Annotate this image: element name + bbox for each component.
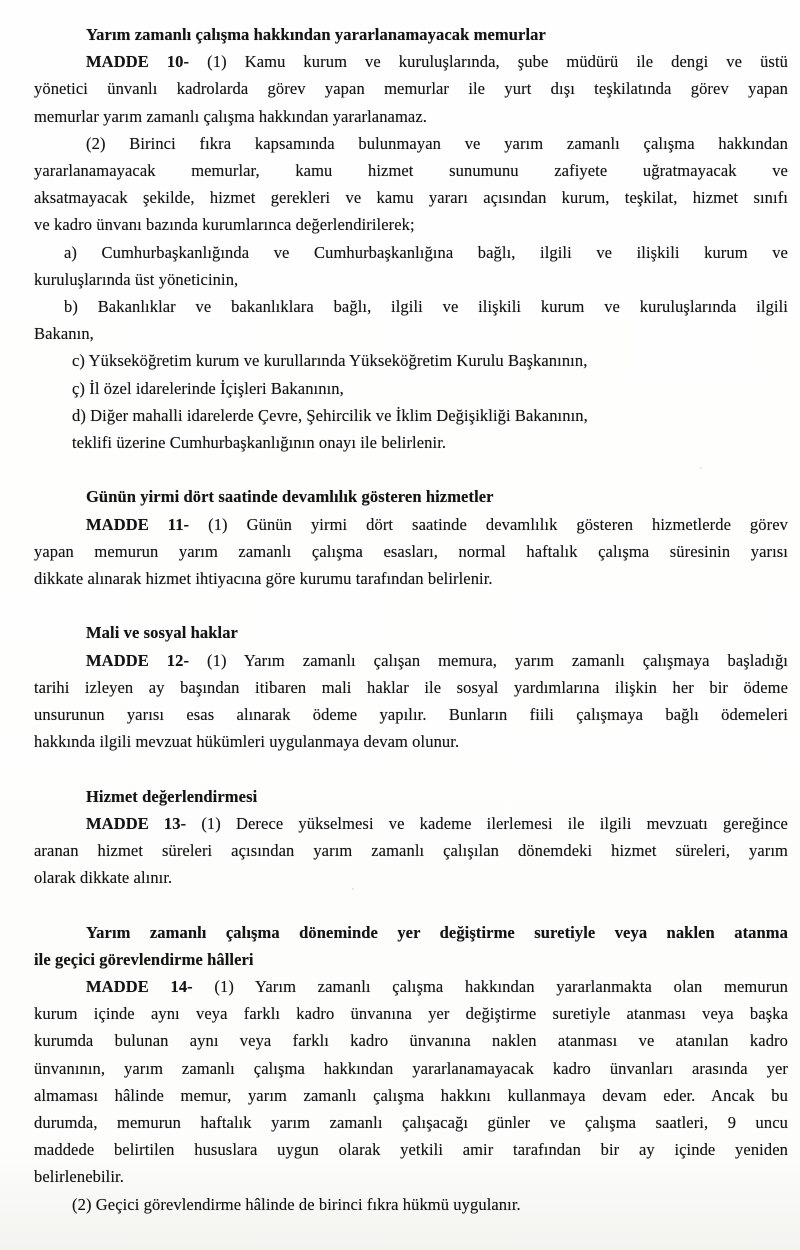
text-line [34,1055,788,1082]
line-text: yararlanamayacak memurlar, kamu hizmet sunumunu zafiyete uğratmayacak ve [34,161,788,181]
article-label: MADDE 12- [86,650,190,670]
line-text: Bakanın, [34,324,94,344]
list-item-b [34,293,788,347]
heading-line [34,946,788,973]
text-line [34,320,788,347]
text-line [34,728,788,755]
line-text: dikkate alınarak hizmet ihtiyacına göre kurumu tarafından belirlenir. [34,569,493,589]
text-line [34,1082,788,1109]
heading-line [34,483,788,510]
section-heading-yer-degistirme-ve-gecici-gorevlendirme [34,919,788,973]
paragraph-teklifi-uzerine [34,429,788,456]
text-line [34,130,788,157]
text-line [34,864,788,891]
list-item-d [34,402,788,429]
line-text: hakkında ilgili mevzuat hükümleri uygulanmaya devam olunur. [34,732,460,752]
line-text: kurum içinde aynı veya farklı kadro ünvanına yer değiştirme suretiyle atanması veya başka [34,1004,788,1024]
text-line [34,538,788,565]
line-text: maddede belirtilen hususlara uygun olarak yetkili amir tarafından bir ay içinde yeniden [34,1140,788,1160]
line-text: durumda, memurun haftalık yarım zamanlı çalışacağı günler ve çalışma saatleri, 9 uncu [34,1113,788,1133]
line-text: yönetici ünvanlı kadrolarda görev yapan memurlar ile yurt dışı teşkilatında görev yapan [34,79,788,99]
text-line [34,266,788,293]
line-text: aranan hizmet süreleri açısından yarım zamanlı çalışılan dönemdeki hizmet süreleri, yarım [34,841,788,861]
text-line [34,647,788,674]
heading-line [34,783,788,810]
text-line [34,239,788,266]
line-text: yapan memurun yarım zamanlı çalışma esasları, normal haftalık çalışma süresinin yarısı [34,541,788,561]
list-item-c-cedilla [34,375,788,402]
heading-text: Mali ve sosyal haklar [86,623,238,643]
line-text: kurumda bulunan aynı veya farklı kadro ünvanına naklen atanması ve atanılan kadro [34,1031,788,1051]
article-label: MADDE 14- [86,977,193,997]
line-text: a) Cumhurbaşkanlığında ve Cumhurbaşkanlığına bağlı, ilgili ve ilişkili kurum ve [64,242,788,262]
text-line [34,402,788,429]
line-text: aksatmayacak şekilde, hizmet gerekleri ve kamu yararı açısından kurum, teşkilat, hizmet sınıfı [34,188,788,208]
line-text: (2) Birinci fıkra kapsamında bulunmayan ve yarım zamanlı çalışma hakkından [86,133,788,153]
text-line [34,810,788,837]
text-line [34,511,788,538]
list-item-a [34,239,788,293]
text-line [34,674,788,701]
article-label: MADDE 10- [86,52,190,72]
text-line [34,1163,788,1190]
line-text: (1) Yarım zamanlı çalışan memura, yarım zamanlı çalışmaya başladığı [189,650,788,670]
text-line [34,1000,788,1027]
line-text: (1) Günün yirmi dört saatinde devamlılık gösteren hizmetlerde görev [189,514,788,534]
line-text: c) Yükseköğretim kurum ve kurullarında Yükseköğretim Kurulu Başkanının, [72,351,588,371]
heading-text: Yarım zamanlı çalışma döneminde yer değiştirme suretiyle veya naklen atanma [86,922,788,942]
text-line [34,1027,788,1054]
text-line [34,211,788,238]
scan-speck [352,888,354,890]
text-line [34,837,788,864]
section-heading-devamlilik-gosteren-hizmetler [34,483,788,510]
heading-line [34,21,788,48]
line-text: (1) Derece yükselmesi ve kademe ilerlemesi ile ilgili mevzuatı gereğince [186,813,788,833]
line-text: (2) Geçici görevlendirme hâlinde de birinci fıkra hükmü uygulanır. [72,1194,521,1214]
line-text: belirlenebilir. [34,1167,124,1187]
article-label: MADDE 13- [86,813,187,833]
text-line [34,103,788,130]
line-text: b) Bakanlıklar ve bakanlıklara bağlı, ilgili ve ilişkili kurum ve kuruluşlarında ilgili [64,297,788,317]
text-line [34,1191,788,1218]
scan-speck [700,467,702,469]
line-text: ve kadro ünvanı bazında kurumlarınca değerlendirilerek; [34,215,415,235]
text-line [34,429,788,456]
line-text: (1) Kamu kurum ve kuruluşlarında, şube müdürü ile dengi ve üstü [189,52,788,72]
heading-text: ile geçici görevlendirme hâlleri [34,949,254,969]
text-line [34,184,788,211]
heading-line [34,919,788,946]
line-text: ünvanının, yarım zamanlı çalışma hakkından yararlanamayacak kadro ünvanları arasında yer [34,1058,788,1078]
line-text: kuruluşlarında üst yöneticinin, [34,269,239,289]
article-label: MADDE 11- [86,514,190,534]
section-heading-yararlanamayacak-memurlar [34,21,788,48]
line-text: (1) Yarım zamanlı çalışma hakkından yararlanmakta olan memurun [192,977,788,997]
text-line [34,75,788,102]
section-heading-mali-ve-sosyal-haklar [34,619,788,646]
section-heading-hizmet-degerlendirmesi [34,783,788,810]
text-line [34,565,788,592]
heading-text: Günün yirmi dört saatinde devamlılık gösteren hizmetler [86,487,494,507]
text-line [34,375,788,402]
text-line [34,1109,788,1136]
heading-text: Hizmet değerlendirmesi [86,786,258,806]
article-madde-11 [34,511,788,593]
line-text: memurlar yarım zamanlı çalışma hakkından yararlanamaz. [34,106,427,126]
paragraph-madde-14-fikra-2 [34,1191,788,1218]
text-line [34,157,788,184]
line-text: teklifi üzerine Cumhurbaşkanlığının onayı ile belirlenir. [72,433,447,453]
article-madde-10 [34,48,788,130]
line-text: ç) İl özel idarelerinde İçişleri Bakanının, [72,378,344,398]
article-madde-13 [34,810,788,892]
text-line [34,347,788,374]
paragraph-madde-10-fikra-2 [34,130,788,239]
article-madde-14 [34,973,788,1191]
line-text: olarak dikkate alınır. [34,868,173,888]
line-text: tarihi izleyen ay başından itibaren mali haklar ile sosyal yardımlarına ilişkin her bir ödeme [34,677,788,697]
text-line [34,1136,788,1163]
text-line [34,48,788,75]
line-text: unsurunun yarısı esas alınarak ödeme yapılır. Bunların fiili çalışmaya bağlı ödemeleri [34,705,788,725]
article-madde-12 [34,647,788,756]
list-item-c [34,347,788,374]
heading-line [34,619,788,646]
line-text: almaması hâlinde memur, yarım zamanlı çalışma hakkını kullanmaya devam eder. Ancak bu [34,1085,788,1105]
text-line [34,701,788,728]
text-line [34,293,788,320]
line-text: d) Diğer mahalli idarelerde Çevre, Şehircilik ve İklim Değişikliği Bakanının, [72,405,588,425]
text-line [34,973,788,1000]
heading-text: Yarım zamanlı çalışma hakkından yararlanamayacak memurlar [86,25,546,44]
